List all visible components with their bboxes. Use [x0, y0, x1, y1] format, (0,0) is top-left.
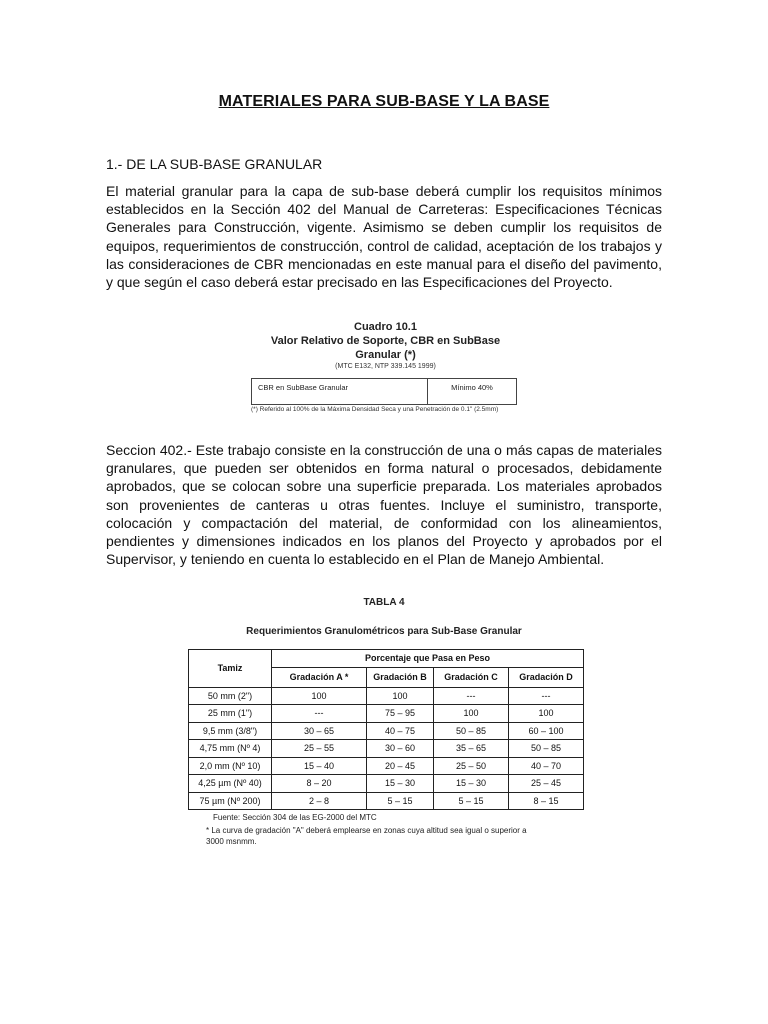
- cell-tamiz: 25 mm (1"): [189, 705, 272, 723]
- cell-tamiz: 4,25 µm (Nº 40): [189, 775, 272, 793]
- paragraph-seccion-402: Seccion 402.- Este trabajo consiste en la construcción de una o más capas de materiales granulares, que pueden ser obtenidos en forma natural o procesados, debidamente aprobados, que se colocan sobre una superficie preparada. Los materiales aprobados son provenientes de canteras u otras fuentes. Incluye el suministro, transporte, colocación y compactación del material, de conformidad con los alineamientos, pendientes y dimensiones indicados en los planos del Proyecto y aprobados por el Supervisor, y teniendo en cuenta lo establecido en el Plan de Manejo Ambiental.: [106, 442, 662, 568]
- table-row: [189, 722, 584, 740]
- cell-value: 40 – 70: [509, 757, 584, 775]
- cell-tamiz: 9,5 mm (3/8"): [189, 722, 272, 740]
- cell-value: 15 – 30: [367, 775, 434, 793]
- table-row: [252, 379, 517, 405]
- cuadro-note: (*) Referido al 100% de la Máxima Densidad Seca y una Penetración de 0.1" (2.5mm): [251, 406, 499, 413]
- cell-tamiz: 50 mm (2"): [189, 687, 272, 705]
- cell-tamiz: 2,0 mm (Nº 10): [189, 757, 272, 775]
- header-gradacion-b: Gradación B: [367, 667, 434, 687]
- cell-value: 25 – 55: [272, 740, 367, 758]
- tabla-title: Requerimientos Granulométricos para Sub-Base Granular: [246, 626, 522, 637]
- table-header-row: [189, 650, 584, 668]
- cell-tamiz: 4,75 mm (Nº 4): [189, 740, 272, 758]
- cuadro-row-label: CBR en SubBase Granular: [252, 379, 428, 405]
- cell-value: 20 – 45: [367, 757, 434, 775]
- footnote-text: La curva de gradación "A" deberá emplearse en zonas cuya altitud sea igual o superior a 3000 msnmm.: [206, 826, 527, 846]
- cell-value: ---: [272, 705, 367, 723]
- header-tamiz: Tamiz: [189, 650, 272, 688]
- cuadro-title-line1: Cuadro 10.1: [354, 321, 417, 333]
- cell-value: 50 – 85: [434, 722, 509, 740]
- table-row: [189, 740, 584, 758]
- cuadro-subtitle: (MTC E132, NTP 339.145 1999): [335, 363, 436, 370]
- table-row: [189, 757, 584, 775]
- cell-value: 100: [272, 687, 367, 705]
- header-group: Porcentaje que Pasa en Peso: [272, 650, 584, 668]
- header-gradacion-c: Gradación C: [434, 667, 509, 687]
- cell-value: 30 – 60: [367, 740, 434, 758]
- cuadro-title-line2: Valor Relativo de Soporte, CBR en SubBase Granular (*): [270, 335, 501, 361]
- cell-value: 100: [367, 687, 434, 705]
- cell-value: 100: [434, 705, 509, 723]
- table-row: [189, 705, 584, 723]
- cell-value: 60 – 100: [509, 722, 584, 740]
- paragraph-sub-base: El material granular para la capa de sub-base deberá cumplir los requisitos mínimos establecidos en la Sección 402 del Manual de Carreteras: Especificaciones Técnicas Generales para Construcción, vigente. Asimismo se deben cumplir los requisitos de equipos, requerimientos de construcción, control de calidad, aceptación de los trabajos y las consideraciones de CBR mencionadas en este manual para el diseño del pavimento, y que según el caso deberá estar precisado en las Especificaciones del Proyecto.: [106, 183, 662, 291]
- cell-value: 100: [509, 705, 584, 723]
- cell-value: 5 – 15: [434, 792, 509, 810]
- cuadro-title: [248, 320, 523, 362]
- cell-value: 35 – 65: [434, 740, 509, 758]
- header-gradacion-d: Gradación D: [509, 667, 584, 687]
- cuadro-row-value: Mínimo 40%: [428, 379, 517, 405]
- table-row: [189, 687, 584, 705]
- header-gradacion-a: Gradación A *: [272, 667, 367, 687]
- cell-value: 15 – 30: [434, 775, 509, 793]
- page-title: MATERIALES PARA SUB-BASE Y LA BASE: [218, 93, 550, 110]
- cell-value: 8 – 15: [509, 792, 584, 810]
- cuadro-10-1: [248, 320, 523, 413]
- table-row: [189, 775, 584, 793]
- cell-value: 30 – 65: [272, 722, 367, 740]
- table-body: [189, 687, 584, 810]
- footnote-star: *: [206, 826, 210, 835]
- table-row: [189, 792, 584, 810]
- cell-value: 2 – 8: [272, 792, 367, 810]
- tabla-caption: TABLA 4: [363, 597, 405, 608]
- cell-value: 25 – 45: [509, 775, 584, 793]
- table-source: Fuente: Sección 304 de las EG-2000 del MTC: [213, 813, 377, 822]
- cell-value: 15 – 40: [272, 757, 367, 775]
- cell-tamiz: 75 µm (Nº 200): [189, 792, 272, 810]
- cuadro-table: [251, 378, 517, 405]
- cell-value: 75 – 95: [367, 705, 434, 723]
- section-heading: 1.- DE LA SUB-BASE GRANULAR: [106, 156, 323, 172]
- cell-value: ---: [434, 687, 509, 705]
- cell-value: ---: [509, 687, 584, 705]
- cell-value: 50 – 85: [509, 740, 584, 758]
- cell-value: 8 – 20: [272, 775, 367, 793]
- table-footnote: [206, 826, 546, 847]
- cell-value: 40 – 75: [367, 722, 434, 740]
- cell-value: 5 – 15: [367, 792, 434, 810]
- cell-value: 25 – 50: [434, 757, 509, 775]
- gradation-table: [188, 649, 584, 810]
